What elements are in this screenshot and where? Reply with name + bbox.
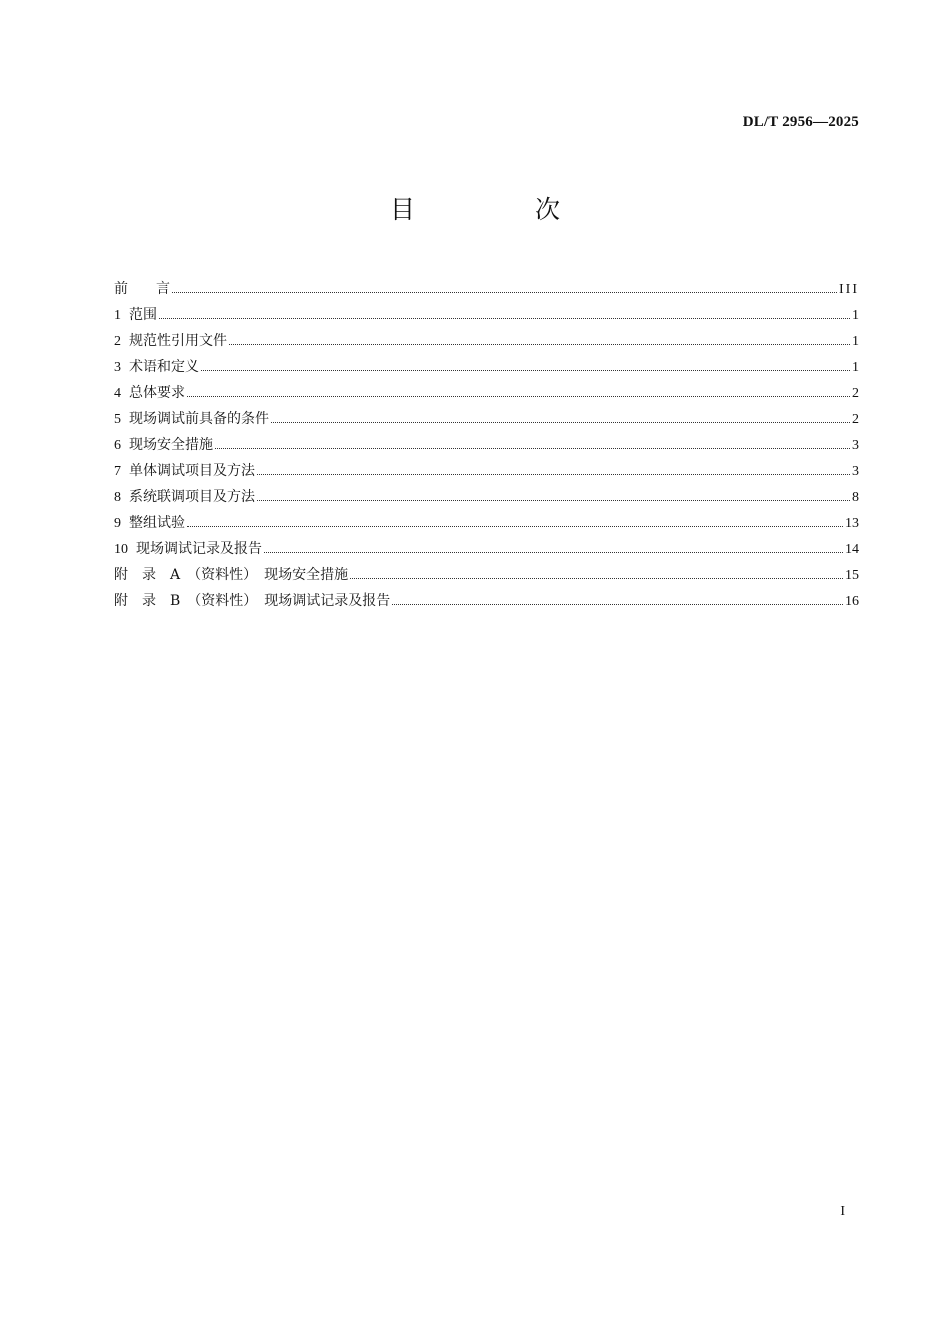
toc-entry-label: 现场安全措施: [129, 437, 213, 453]
toc-entry-page: 1: [852, 334, 859, 349]
toc-entry-page: 13: [845, 516, 859, 531]
toc-entry-label: 现场调试前具备的条件: [129, 411, 269, 427]
toc-entry-10[interactable]: [114, 538, 859, 564]
toc-entry-appendix-a[interactable]: [114, 564, 859, 590]
toc-entry-2[interactable]: [114, 330, 859, 356]
toc-leader-dots: [187, 526, 843, 527]
toc-entry-label: 前 言: [114, 281, 170, 297]
toc-entry-4[interactable]: [114, 382, 859, 408]
toc-entry-page: 3: [852, 464, 859, 479]
toc-entry-label: 单体调试项目及方法: [129, 463, 255, 479]
document-code: DL/T 2956—2025: [742, 114, 859, 130]
page-title: 目 次: [390, 195, 616, 224]
toc-entry-6[interactable]: [114, 434, 859, 460]
toc-entry-label: 现场调试记录及报告: [136, 541, 262, 557]
toc-entry-number: 6: [114, 438, 121, 453]
toc-leader-dots: [392, 604, 843, 605]
toc-entry-number: 5: [114, 412, 121, 427]
toc-entry-page: 3: [852, 438, 859, 453]
toc-entry-page: 2: [852, 386, 859, 401]
page-number: I: [840, 1204, 845, 1219]
toc-entry-page: 2: [852, 412, 859, 427]
toc-entry-foreword[interactable]: [114, 278, 859, 304]
toc-entry-7[interactable]: [114, 460, 859, 486]
toc-entry-appendix-b[interactable]: [114, 590, 859, 616]
toc-entry-label: 整组试验: [129, 515, 185, 531]
toc-entry-label: 系统联调项目及方法: [129, 489, 255, 505]
toc-leader-dots: [350, 578, 843, 579]
toc-entry-number: 8: [114, 490, 121, 505]
toc-leader-dots: [172, 292, 837, 293]
table-of-contents: [114, 278, 859, 616]
toc-entry-label: 附 录 B （资料性） 现场调试记录及报告: [114, 593, 391, 609]
toc-leader-dots: [229, 344, 850, 345]
toc-entry-label: 术语和定义: [129, 359, 199, 375]
toc-leader-dots: [271, 422, 850, 423]
toc-entry-label: 范围: [129, 307, 157, 323]
toc-entry-page: 1: [852, 360, 859, 375]
toc-entry-label: 规范性引用文件: [129, 333, 227, 349]
toc-leader-dots: [159, 318, 850, 319]
toc-entry-number: 9: [114, 516, 121, 531]
toc-entry-1[interactable]: [114, 304, 859, 330]
toc-leader-dots: [257, 500, 850, 501]
toc-entry-number: 4: [114, 386, 121, 401]
toc-leader-dots: [215, 448, 850, 449]
toc-entry-number: 7: [114, 464, 121, 479]
toc-leader-dots: [264, 552, 843, 553]
toc-leader-dots: [201, 370, 850, 371]
toc-entry-page: 15: [845, 568, 859, 583]
toc-entry-page: 8: [852, 490, 859, 505]
toc-entry-page: III: [839, 282, 859, 297]
toc-entry-page: 16: [845, 594, 859, 609]
toc-entry-label: 总体要求: [129, 385, 185, 401]
toc-entry-number: 3: [114, 360, 121, 375]
toc-entry-label: 附 录 A （资料性） 现场安全措施: [114, 567, 349, 583]
toc-entry-8[interactable]: [114, 486, 859, 512]
toc-leader-dots: [257, 474, 850, 475]
toc-entry-5[interactable]: [114, 408, 859, 434]
toc-entry-page: 1: [852, 308, 859, 323]
toc-entry-3[interactable]: [114, 356, 859, 382]
toc-leader-dots: [187, 396, 850, 397]
toc-entry-number: 2: [114, 334, 121, 349]
toc-entry-page: 14: [845, 542, 859, 557]
toc-entry-number: 1: [114, 308, 121, 323]
toc-entry-number: 10: [114, 542, 128, 557]
toc-entry-9[interactable]: [114, 512, 859, 538]
